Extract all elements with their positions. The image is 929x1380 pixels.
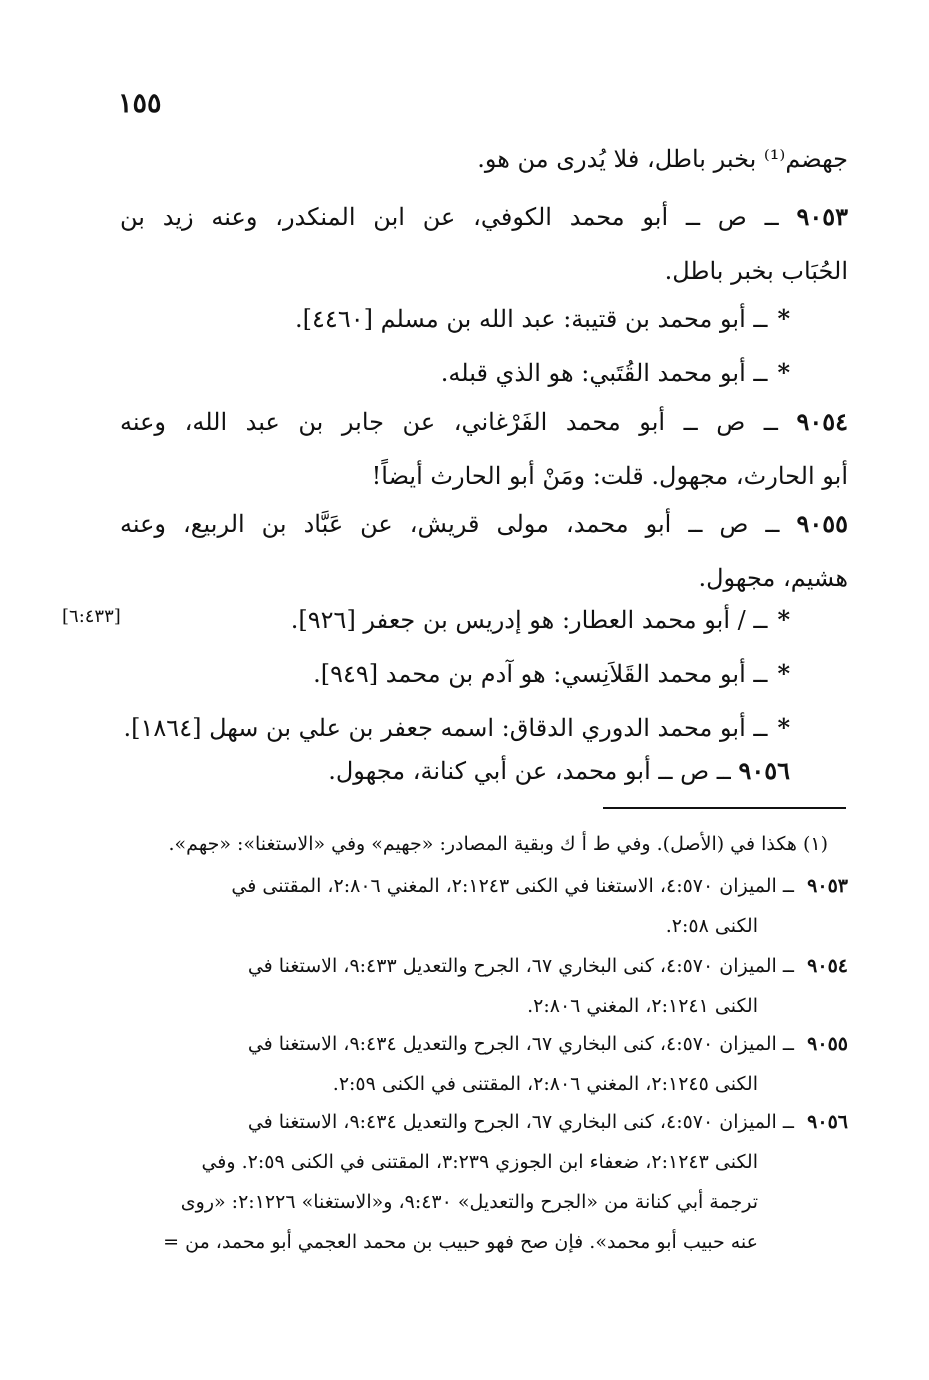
- asterisk-icon: *: [777, 659, 790, 688]
- main-text: [120, 132, 848, 186]
- asterisk-icon: *: [777, 358, 790, 387]
- footnote-text: ــ الميزان ٤:٥٧٠، كنى البخاري ٦٧، الجرح والتعديل ٩:٤٣٤، الاستغنا في: [247, 1111, 800, 1133]
- entry-9053: [120, 190, 848, 298]
- entry-text: ــ ص ــ أبو محمد، مولى قريش، عن عَبَّاد بن الربيع، وعنه: [120, 510, 797, 538]
- star-text: ــ أبو محمد القُتَبي: هو الذي قبله.: [440, 359, 768, 387]
- star-text: ــ / أبو محمد العطار: هو إدريس بن جعفر [٩٢٦].: [290, 606, 768, 634]
- entry-line: [120, 744, 790, 798]
- entry-line: [120, 190, 848, 244]
- footnote-text: الكنى ٢:١٢٤٣، ضعفاء ابن الجوزي ٣:٢٣٩، المقتنى في الكنى ٢:٥٩. وفي: [201, 1151, 758, 1173]
- page-number: ١٥٥: [118, 88, 162, 119]
- footnote-text: الكنى ٢:١٢٤٥، المغني ٢:٨٠٦، المقتنى في الكنى ٢:٥٩.: [332, 1073, 758, 1095]
- footnote-9055: [120, 1024, 848, 1104]
- star-text: ــ أبو محمد بن قتيبة: عبد الله بن مسلم [٤٤٦٠].: [295, 305, 768, 333]
- footnote-text: الكنى ٢:١٢٤١، المغني ٢:٨٠٦.: [527, 995, 758, 1017]
- entry-line: أبو الحارث، مجهول. قلت: ومَنْ أبو الحارث أيضاً!: [371, 462, 848, 490]
- entry-line: هشيم، مجهول.: [698, 564, 848, 592]
- entry-text: ــ ص ــ أبو محمد الفَرْغاني، عن جابر بن عبد الله، وعنه: [120, 408, 797, 436]
- footnote-text: ــ الميزان ٤:٥٧٠، كنى البخاري ٦٧، الجرح والتعديل ٩:٤٣٤، الاستغنا في: [247, 1033, 800, 1055]
- star-line-1: [120, 292, 848, 400]
- entry-number: ٩٠٥٥: [796, 509, 848, 538]
- entry-number: ٩٠٥٦: [738, 756, 790, 785]
- entry-number: ٩٠٥٣: [796, 202, 848, 231]
- footnote-number: ٩٠٥٣: [807, 875, 848, 897]
- footnote-9056: [120, 1102, 848, 1262]
- text-line: جهضم⁽¹⁾ بخبر باطل، فلا يُدرى من هو.: [477, 145, 848, 173]
- footnote-text: ــ الميزان ٤:٥٧٠، الاستغنا في الكنى ٢:١٢٤٣، المغني ٢:٨٠٦، المقتنى في: [231, 875, 800, 897]
- star-text: ــ أبو محمد القَلاَنِسي: هو آدم بن محمد [٩٤٩].: [313, 660, 768, 688]
- footnote-text: ترجمة أبي كنانة من «الجرح والتعديل» ٩:٤٣٠، و«الاستغنا» ٢:١٢٢٦: «روى: [180, 1191, 758, 1213]
- entry-number: ٩٠٥٤: [796, 407, 848, 436]
- footnote-9054: [120, 946, 848, 1026]
- margin-reference: [٦:٤٣٣]: [62, 606, 121, 627]
- footnote-text: الكنى ٢:٥٨.: [665, 915, 758, 937]
- asterisk-icon: *: [777, 713, 790, 742]
- footnote-text: ــ الميزان ٤:٥٧٠، كنى البخاري ٦٧، الجرح والتعديل ٩:٤٣٣، الاستغنا في: [247, 955, 800, 977]
- asterisk-icon: *: [777, 605, 790, 634]
- entry-text: ــ ص ــ أبو محمد، عن أبي كنانة، مجهول.: [328, 757, 739, 785]
- footnote-number: ٩٠٥٦: [807, 1111, 848, 1133]
- asterisk-icon: *: [777, 304, 790, 333]
- footnote-1: [120, 824, 848, 864]
- footnote-text: عنه حبيب أبو محمد». فإن صح فهو حبيب بن محمد العجمي أبو محمد، من =: [163, 1231, 758, 1253]
- star-text: ــ أبو محمد الدوري الدقاق: اسمه جعفر بن علي بن سهل [١٨٦٤].: [123, 714, 768, 742]
- entry-9055: [120, 497, 848, 605]
- entry-9054: [120, 395, 848, 503]
- entry-line: [120, 395, 848, 449]
- footnote-text: (١) هكذا في (الأصل). وفي ط أ ك وبقية المصادر: «جهيم» وفي «الاستغنا»: «جهم».: [168, 833, 828, 855]
- star-lines-2: [120, 593, 848, 755]
- footnote-number: ٩٠٥٤: [807, 955, 848, 977]
- entry-9056: [120, 744, 848, 798]
- footnote-number: ٩٠٥٥: [807, 1033, 848, 1055]
- footnote-divider: [603, 807, 846, 809]
- entry-text: ــ ص ــ أبو محمد الكوفي، عن ابن المنكدر، وعنه زيد بن: [120, 203, 797, 231]
- entry-line: الحُبَاب بخبر باطل.: [664, 257, 848, 285]
- entry-line: [120, 497, 848, 551]
- footnote-9053: [120, 866, 848, 946]
